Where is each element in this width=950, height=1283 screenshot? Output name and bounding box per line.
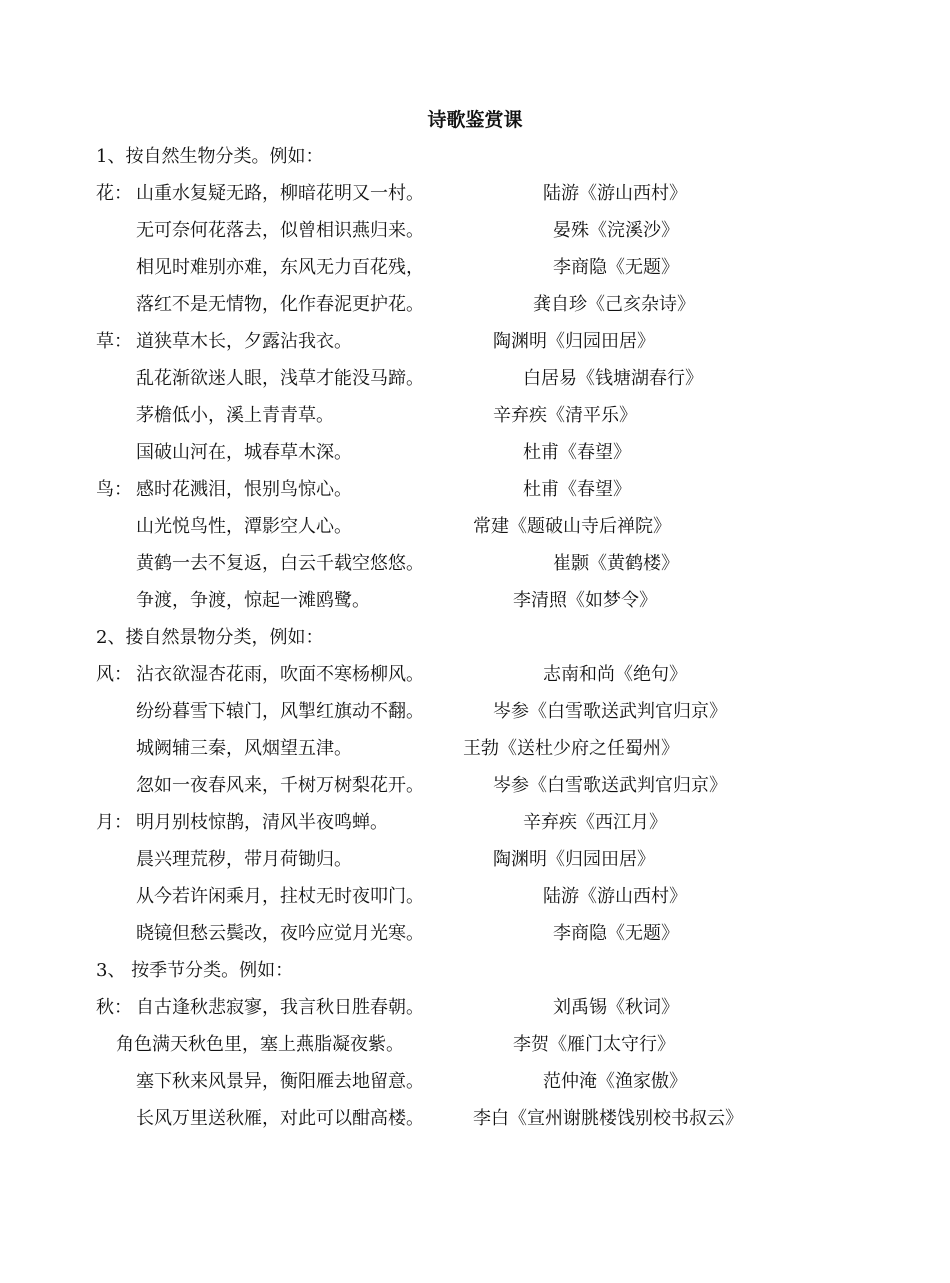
verse-text: 山光悦鸟性，潭影空人心。 [136, 516, 352, 537]
document-title: 诗歌鉴赏课 [427, 109, 523, 131]
verse-text: 相见时难别亦难，东风无力百花残， [136, 257, 424, 278]
poem-line [0, 846, 950, 874]
poem-line [0, 772, 950, 800]
poem-line [0, 513, 950, 541]
verse-source: 范仲淹《渔家傲》 [543, 1071, 687, 1092]
category-prefix-grass: 草： [96, 331, 132, 352]
category-prefix-autumn: 秋： [96, 997, 132, 1018]
verse-source: 岑参《白雪歌送武判官归京》 [493, 701, 727, 722]
verse-text: 晨兴理荒秽，带月荷锄归。 [136, 849, 352, 870]
verse-text: 道狭草木长，夕露沾我衣。 [136, 331, 352, 352]
poem-line [0, 439, 950, 467]
poem-line [0, 1105, 950, 1133]
poem-line [0, 328, 950, 356]
verse-text: 争渡，争渡，惊起一滩鸥鹭。 [136, 590, 370, 611]
verse-text: 城阙辅三秦，风烟望五津。 [136, 738, 352, 759]
poem-line [0, 698, 950, 726]
verse-source: 刘禹锡《秋词》 [553, 997, 679, 1018]
poem-line [0, 217, 950, 245]
category-prefix-moon: 月： [96, 812, 132, 833]
poem-line [0, 994, 950, 1022]
category-prefix-wind: 风： [96, 664, 132, 685]
verse-text: 落红不是无情物，化作春泥更护花。 [136, 294, 424, 315]
verse-text: 角色满天秋色里，塞上燕脂凝夜紫。 [116, 1034, 404, 1055]
verse-text: 乱花渐欲迷人眼，浅草才能没马蹄。 [136, 368, 424, 389]
verse-source: 崔颢《黄鹤楼》 [553, 553, 679, 574]
poem-line [0, 291, 950, 319]
verse-source: 岑参《白雪歌送武判官归京》 [493, 775, 727, 796]
poem-line [0, 550, 950, 578]
poem-line [0, 254, 950, 282]
verse-source: 龚自珍《己亥杂诗》 [533, 294, 695, 315]
verse-source: 杜甫《春望》 [523, 479, 631, 500]
verse-text: 明月别枝惊鹊，清风半夜鸣蝉。 [136, 812, 388, 833]
section-heading-3: 3、 按季节分类。例如： [96, 960, 294, 981]
poem-line [0, 809, 950, 837]
verse-text: 黄鹤一去不复返，白云千载空悠悠。 [136, 553, 424, 574]
poem-line [0, 735, 950, 763]
poem-line [0, 883, 950, 911]
verse-text: 茅檐低小，溪上青青草。 [136, 405, 334, 426]
verse-source: 常建《题破山寺后禅院》 [473, 516, 671, 537]
verse-source: 李贺《雁门太守行》 [513, 1034, 675, 1055]
verse-source: 辛弃疾《清平乐》 [493, 405, 637, 426]
category-prefix-bird: 鸟： [96, 479, 132, 500]
verse-text: 国破山河在，城春草木深。 [136, 442, 352, 463]
verse-text: 从今若许闲乘月，拄杖无时夜叩门。 [136, 886, 424, 907]
poem-line [0, 365, 950, 393]
verse-source: 杜甫《春望》 [523, 442, 631, 463]
section-heading-1: 1、按自然生物分类。例如： [96, 146, 324, 167]
verse-source: 志南和尚《绝句》 [543, 664, 687, 685]
verse-source: 王勃《送杜少府之任蜀州》 [463, 738, 679, 759]
verse-source: 李清照《如梦令》 [513, 590, 657, 611]
verse-source: 辛弃疾《西江月》 [523, 812, 667, 833]
verse-source: 陆游《游山西村》 [543, 886, 687, 907]
poem-line [0, 1068, 950, 1096]
poem-line [0, 402, 950, 430]
verse-source: 李商隐《无题》 [553, 923, 679, 944]
verse-source: 陆游《游山西村》 [543, 183, 687, 204]
section-heading-2: 2、搂自然景物分类，例如： [96, 627, 324, 648]
poem-line [0, 920, 950, 948]
verse-text: 感时花溅泪，恨别鸟惊心。 [136, 479, 352, 500]
verse-source: 陶渊明《归园田居》 [493, 849, 655, 870]
verse-text: 长风万里送秋雁，对此可以酣高楼。 [136, 1108, 424, 1129]
verse-text: 自古逢秋悲寂寥，我言秋日胜春朝。 [136, 997, 424, 1018]
poem-line [0, 476, 950, 504]
verse-source: 李白《宣州谢朓楼饯别校书叔云》 [473, 1108, 743, 1129]
poem-line [0, 1031, 950, 1059]
verse-text: 塞下秋来风景异，衡阳雁去地留意。 [136, 1071, 424, 1092]
poem-line [0, 661, 950, 689]
verse-text: 晓镜但愁云鬓改，夜吟应觉月光寒。 [136, 923, 424, 944]
poem-line [0, 180, 950, 208]
verse-text: 纷纷暮雪下辕门，风掣红旗动不翻。 [136, 701, 424, 722]
verse-source: 白居易《钱塘湖春行》 [523, 368, 703, 389]
verse-source: 陶渊明《归园田居》 [493, 331, 655, 352]
poem-line [0, 587, 950, 615]
verse-text: 山重水复疑无路，柳暗花明又一村。 [136, 183, 424, 204]
verse-text: 无可奈何花落去，似曾相识燕归来。 [136, 220, 424, 241]
verse-text: 忽如一夜春风来，千树万树梨花开。 [136, 775, 424, 796]
verse-source: 晏殊《浣溪沙》 [553, 220, 679, 241]
category-prefix-flower: 花： [96, 183, 132, 204]
verse-source: 李商隐《无题》 [553, 257, 679, 278]
verse-text: 沾衣欲湿杏花雨，吹面不寒杨柳风。 [136, 664, 424, 685]
